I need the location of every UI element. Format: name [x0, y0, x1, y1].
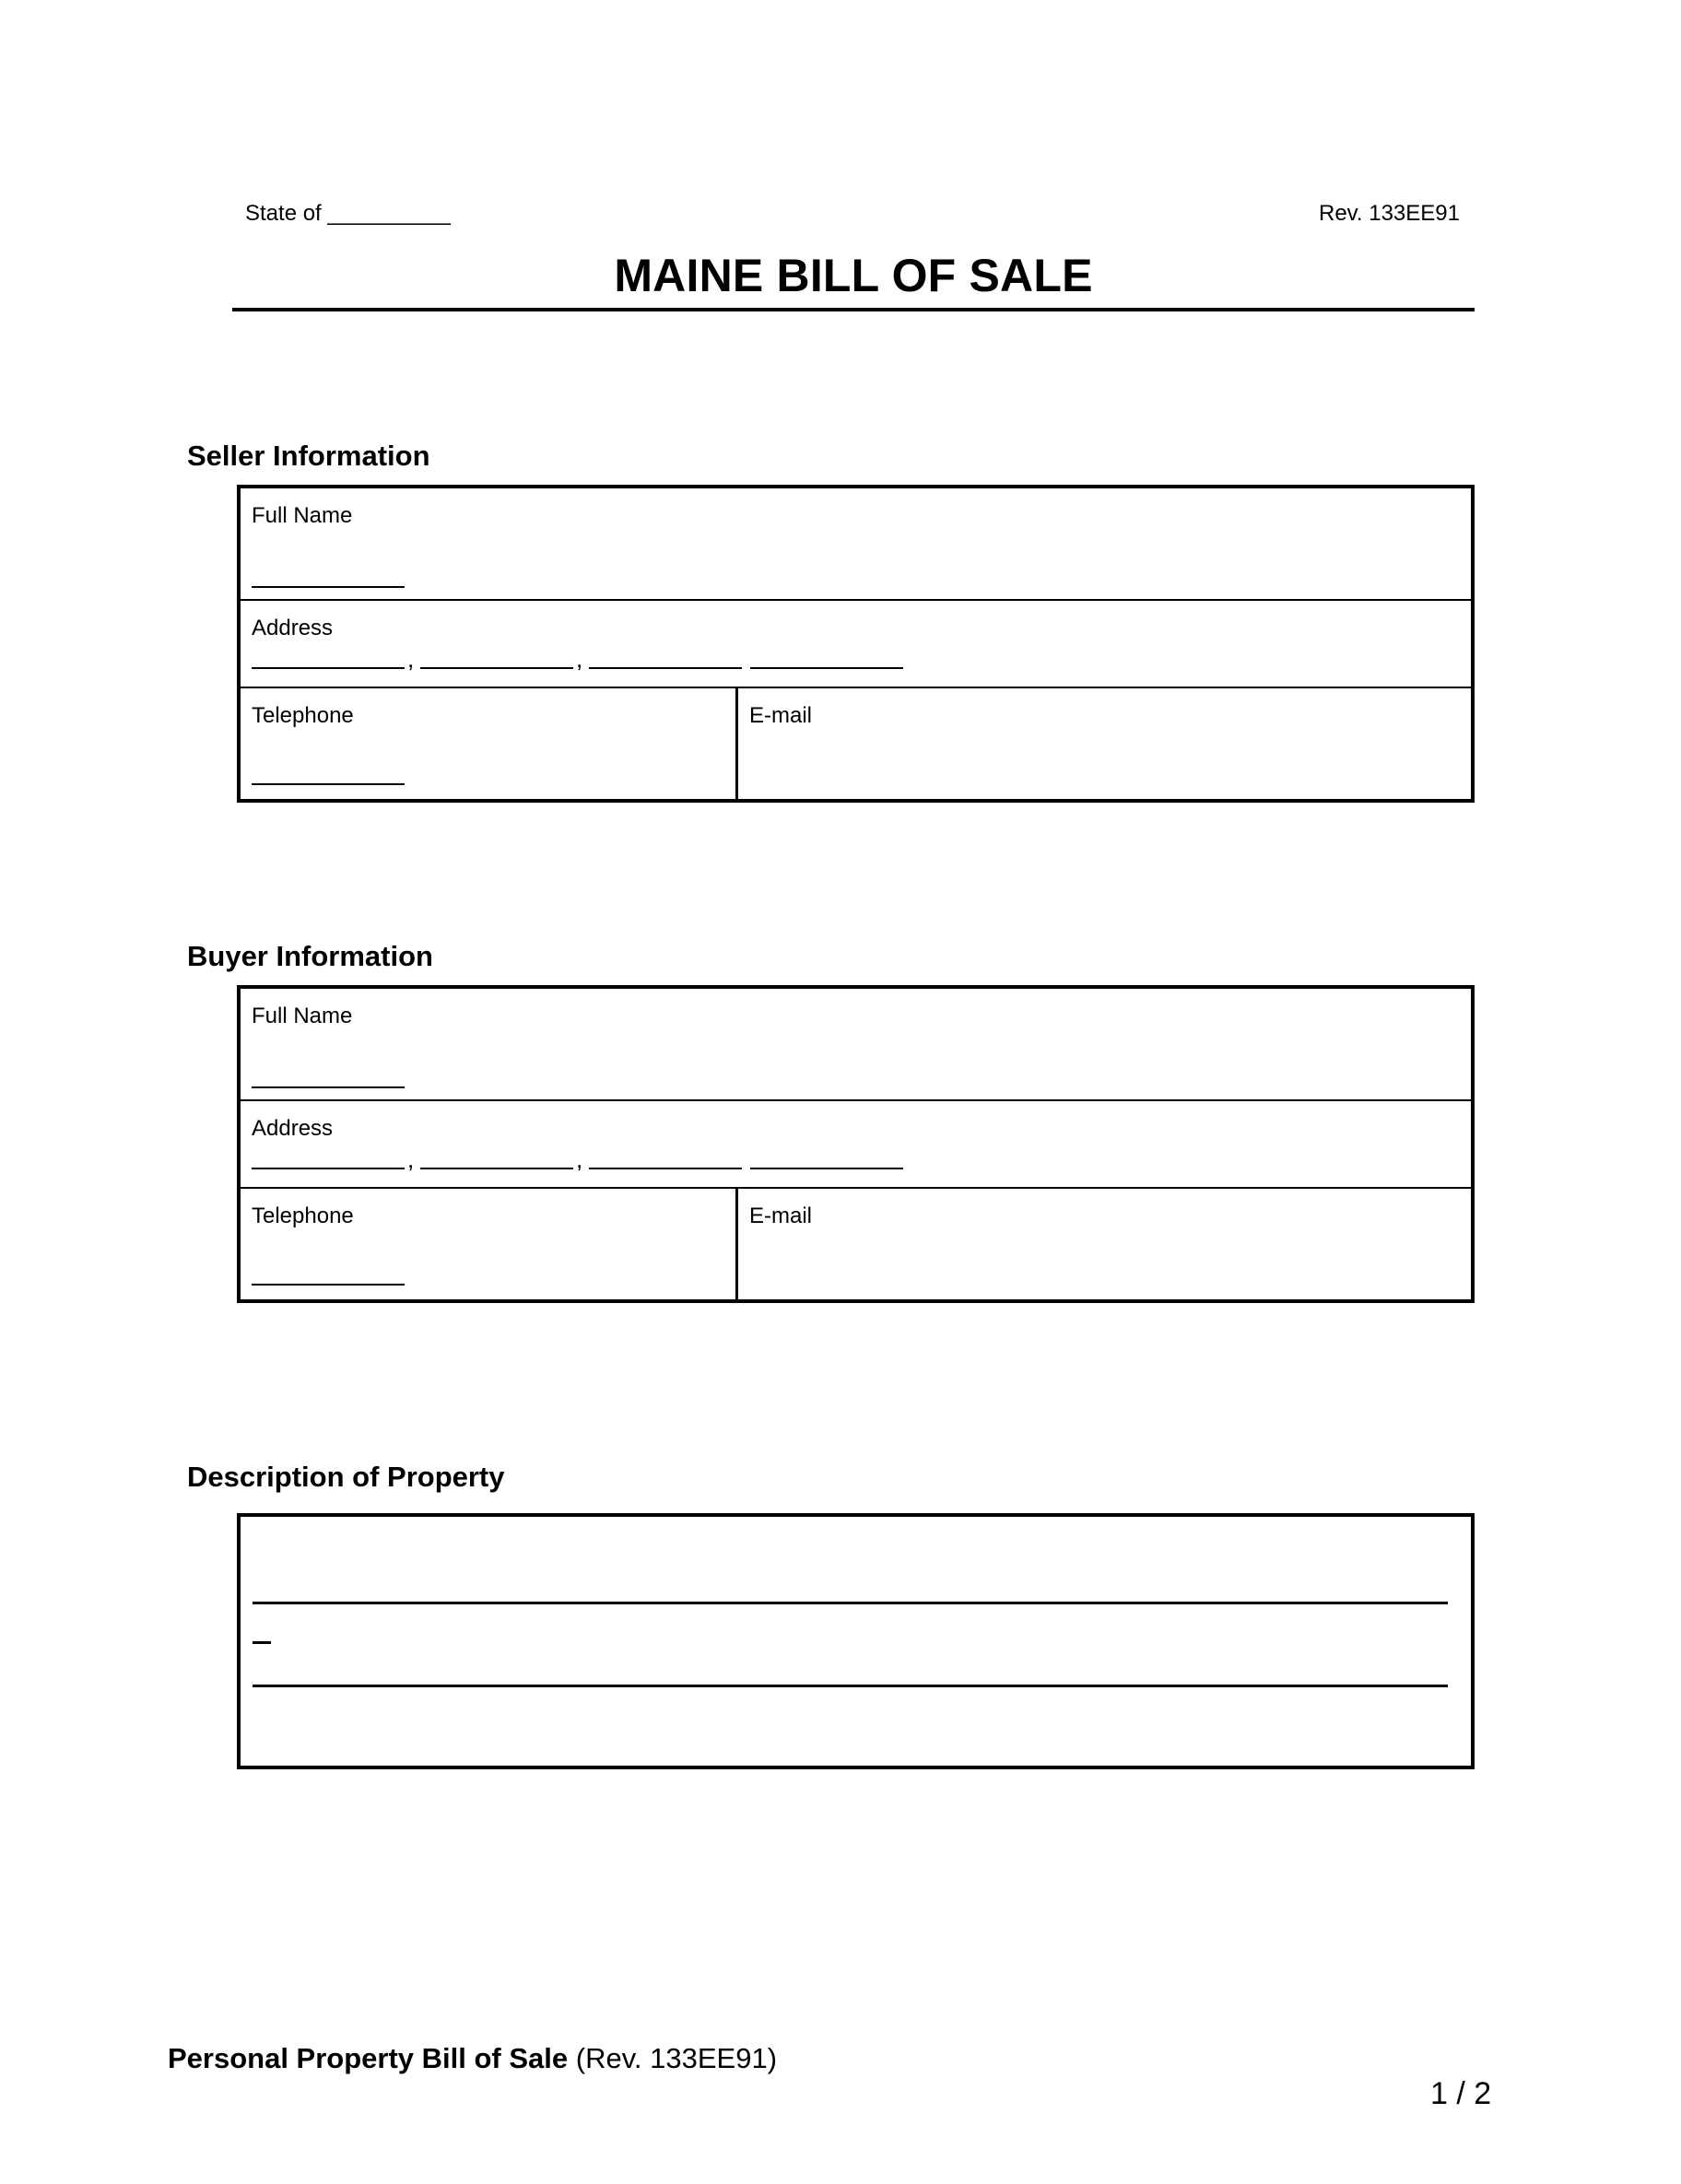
description-line[interactable]	[253, 1602, 1448, 1604]
buyer-full-name-label: Full Name	[252, 1004, 353, 1028]
description-line[interactable]	[253, 1685, 1448, 1687]
page-number: 1 / 2	[1430, 2076, 1492, 2111]
buyer-state-blank[interactable]	[589, 1168, 742, 1169]
address-comma: ,	[576, 1145, 583, 1173]
buyer-email-label: E-mail	[749, 1204, 813, 1228]
seller-telephone-cell	[241, 688, 738, 799]
seller-city-blank[interactable]	[420, 667, 573, 669]
address-comma: ,	[407, 1145, 415, 1173]
revision-label: Rev. 133EE91	[1319, 201, 1460, 226]
seller-contact-row	[241, 688, 1471, 799]
seller-telephone-label: Telephone	[252, 703, 354, 728]
seller-email-cell[interactable]	[738, 688, 1471, 799]
buyer-zip-blank[interactable]	[750, 1168, 903, 1169]
document-title: MAINE BILL OF SALE	[614, 250, 1093, 301]
footer-form-title: Personal Property Bill of Sale	[168, 2042, 569, 2074]
description-section-heading: Description of Property	[187, 1461, 505, 1493]
buyer-address-label: Address	[252, 1116, 334, 1141]
buyer-full-name-row	[241, 989, 1471, 1101]
buyer-full-name-blank[interactable]	[252, 1086, 405, 1088]
seller-zip-blank[interactable]	[750, 667, 903, 669]
buyer-city-blank[interactable]	[420, 1168, 573, 1169]
seller-section-heading: Seller Information	[187, 440, 430, 472]
address-comma: ,	[576, 645, 583, 673]
title-underline	[232, 308, 1475, 311]
buyer-telephone-label: Telephone	[252, 1204, 354, 1228]
description-line-continuation	[253, 1641, 271, 1644]
buyer-email-cell[interactable]	[738, 1189, 1471, 1299]
seller-full-name-label: Full Name	[252, 503, 353, 528]
seller-info-table	[237, 485, 1475, 803]
footer-form-name	[168, 2042, 777, 2075]
seller-address-label: Address	[252, 616, 334, 640]
seller-street-blank[interactable]	[252, 667, 405, 669]
buyer-street-blank[interactable]	[252, 1168, 405, 1169]
buyer-section-heading: Buyer Information	[187, 940, 433, 972]
address-comma: ,	[407, 645, 415, 673]
footer-revision: (Rev. 133EE91)	[575, 2042, 778, 2074]
description-box	[237, 1513, 1475, 1769]
seller-address-row	[241, 601, 1471, 688]
seller-telephone-blank[interactable]	[252, 783, 405, 785]
buyer-telephone-blank[interactable]	[252, 1284, 405, 1286]
seller-full-name-blank[interactable]	[252, 586, 405, 588]
seller-email-label: E-mail	[749, 703, 813, 728]
buyer-contact-row	[241, 1189, 1471, 1299]
buyer-info-table	[237, 985, 1475, 1303]
buyer-address-row	[241, 1101, 1471, 1189]
state-of-label: State of __________	[245, 201, 451, 226]
buyer-telephone-cell	[241, 1189, 738, 1299]
seller-state-blank[interactable]	[589, 667, 742, 669]
seller-full-name-row	[241, 488, 1471, 601]
